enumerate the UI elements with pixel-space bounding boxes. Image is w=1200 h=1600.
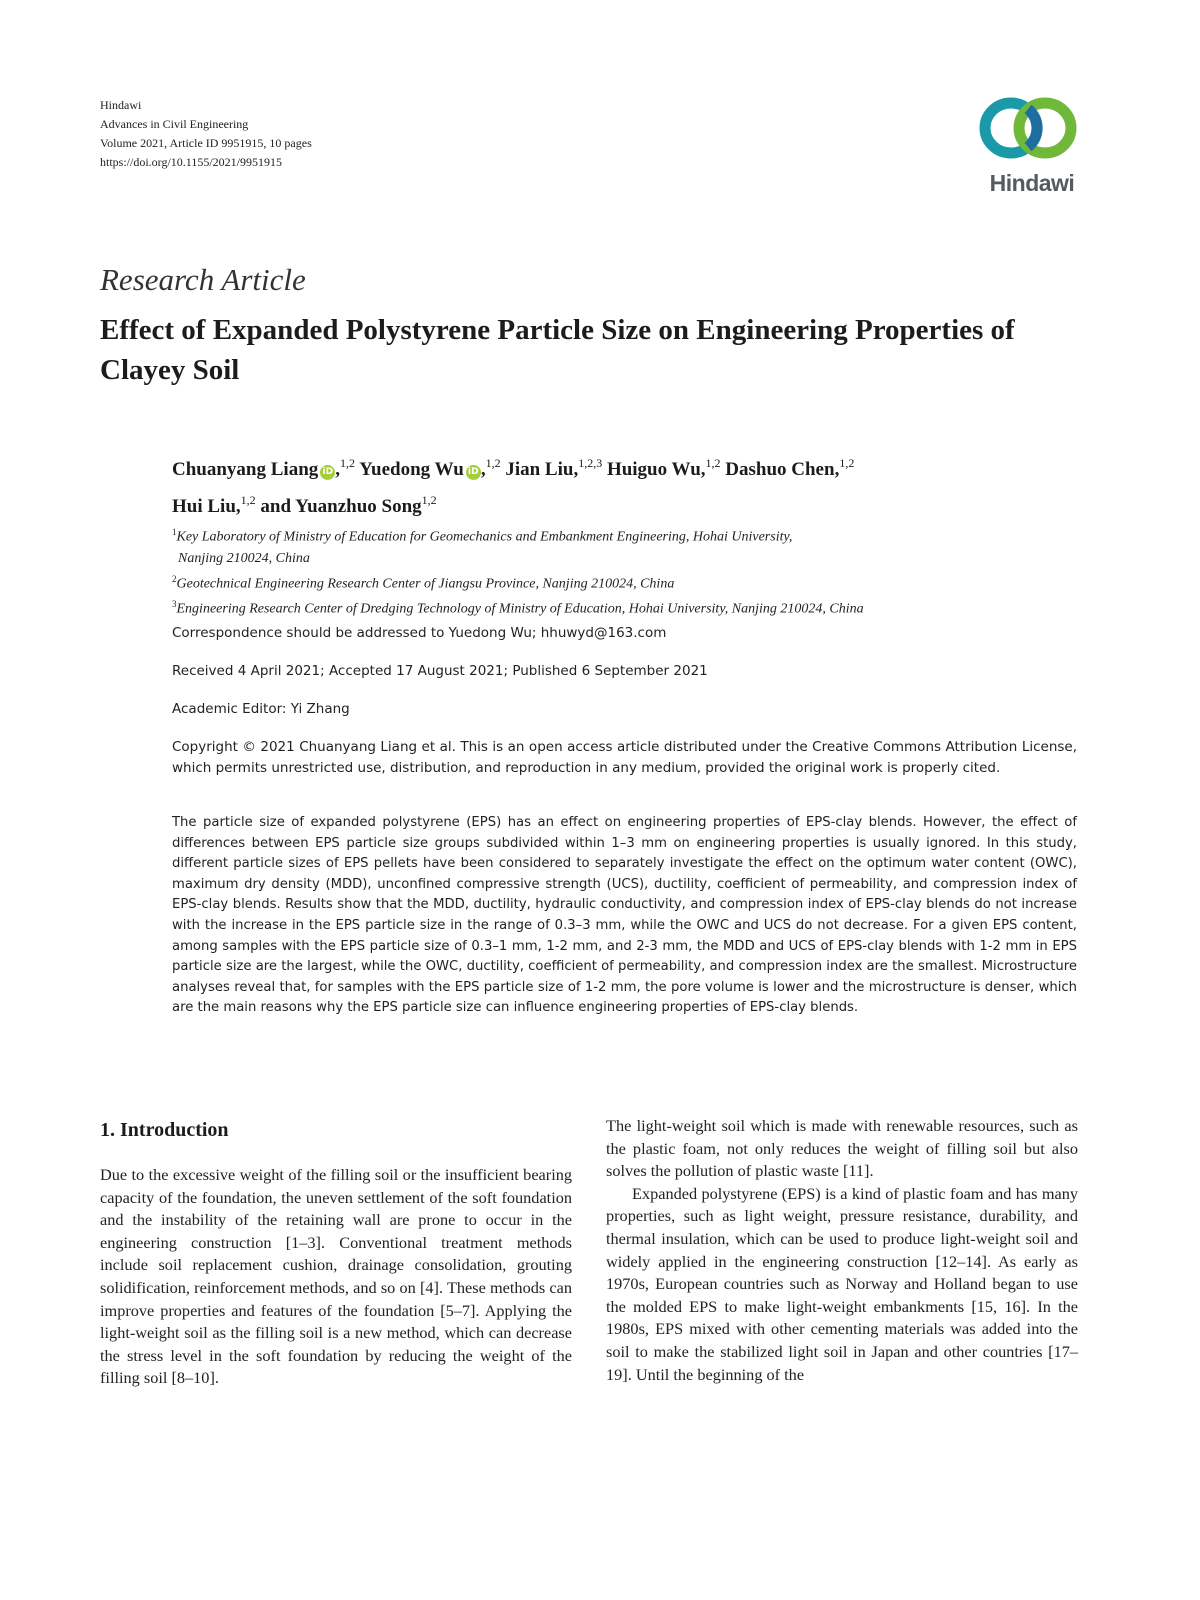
journal-header (100, 96, 312, 172)
doi-link[interactable]: https://doi.org/10.1155/2021/9951915 (100, 155, 283, 169)
journal-name: Advances in Civil Engineering (100, 117, 249, 131)
author-affiliation-ref: 1,2 (421, 493, 437, 507)
author-conjunction: and (260, 496, 292, 517)
academic-editor: Academic Editor: Yi Zhang (172, 701, 350, 717)
author-name[interactable]: Huiguo Wu (606, 459, 701, 480)
abstract: The particle size of expanded polystyrene (EPS) has an effect on engineering properties of EPS-clay blends. However, the effect of differences between EPS particle size groups subdivided within 1–3 mm on engineering properties is usually ignored. In this study, different particle sizes of EPS pellets have been considered to separately investigate the effect on the optimum water content (OWC), maximum dry density (MDD), unconfined compressive strength (UCS), ductility, coefficient of permeability, and compression index of EPS-clay blends. Results show that the MDD, ductility, hydraulic conductivity, and compression index of EPS-clay blends do not increase with the increase in the EPS particle size in the range of 0.3–3 mm, while the OWC and UCS do not decrease. For a given EPS content, among samples with the EPS particle size of 0.3–1 mm, 1-2 mm, and 2-3 mm, the MDD and UCS of EPS-clay blends with 1-2 mm in EPS particle size are the largest, while the OWC, ductility, coefficient of permeability, and compression index are the smallest. Microstructure analyses reveal that, for samples with the EPS particle size of 1-2 mm, the pore volume is lower and the microstructure is denser, which are the main reasons why the EPS particle size can influence engineering properties of EPS-clay blends. (172, 815, 1077, 1016)
author-affiliation-ref: 1,2 (839, 456, 855, 470)
orcid-icon[interactable]: iD (466, 465, 481, 480)
volume-info: Volume 2021, Article ID 9951915, 10 pages (100, 136, 312, 150)
affiliation-item: $^1$Key Laboratory of Ministry of Education for Geomechanics and Embankment Engineering, Hohai University, Nanjing 210024, China (172, 527, 793, 566)
author-name[interactable]: Jian Liu (505, 459, 574, 480)
author-affiliation-ref: 1,2,3 (578, 456, 603, 470)
copyright-notice: Copyright © 2021 Chuanyang Liang et al. This is an open access article distributed under the Creative Commons Attribution License, which permits unrestricted use, distribution, and reproduction in any medium, provided the original work is properly cited. (172, 739, 1077, 776)
body-paragraph: Expanded polystyrene (EPS) is a kind of plastic foam and has many properties, such as light weight, pressure resistance, durability, and thermal insulation, which can be used to produce light-weight soil and widely applied in the engineering construction [12–14]. As early as 1970s, European countries such as Norway and Holland began to use the molded EPS to make light-weight embankments [15, 16]. In the 1980s, EPS mixed with other cementing materials was added into the soil to make the stabilized light soil in Japan and other countries [17–19]. Until the beginning of the (606, 1183, 1078, 1384)
author-name[interactable]: Yuanzhuo Song (295, 496, 422, 517)
publication-dates: Received 4 April 2021; Accepted 17 August 2021; Published 6 September 2021 (172, 663, 708, 679)
author-affiliation-ref: 1,2 (705, 456, 721, 470)
body-column-left (100, 1115, 572, 1390)
author-affiliation-ref: 1,2 (240, 493, 256, 507)
body-column-right (606, 1115, 1078, 1386)
author-name[interactable]: Dashuo Chen (725, 459, 835, 480)
section-heading: 1. Introduction (100, 1119, 229, 1141)
affiliation-item: $^2$Geotechnical Engineering Research Center of Jiangsu Province, Nanjing 210024, China (172, 573, 675, 592)
author-name[interactable]: Yuedong Wu (359, 459, 464, 480)
correspondence: Correspondence should be addressed to Yuedong Wu; hhuwyd@163.com (172, 625, 667, 641)
article-type: Research Article (100, 262, 306, 297)
publisher-name: Hindawi (100, 98, 142, 112)
article-title: Effect of Expanded Polystyrene Particle Size on Engineering Properties of Clayey Soil (100, 314, 1015, 386)
affiliation-list (172, 522, 1077, 620)
orcid-icon[interactable]: iD (320, 465, 335, 480)
body-paragraph: The light-weight soil which is made with renewable resources, such as the plastic foam, not only reduces the weight of filling soil but also solves the pollution of plastic waste [11]. (606, 1116, 1078, 1181)
author-list: Chuanyang Liang iD ,$^{1,2}$ Yuedong Wu iD ,$^{1,2}$ Jian Liu,$^{1,2,3}$ Huiguo Wu,$^{1,2}$ Dashuo Chen,$^{1,2}$ Hui Liu,$^{1,2}$ and Yuanzhuo Song$^{1,2}$ (172, 456, 855, 517)
author-affiliation-ref: 1,2 (340, 456, 356, 470)
body-paragraph: Due to the excessive weight of the filling soil or the insufficient bearing capacity of the foundation, the uneven settlement of the soft foundation and the instability of the retaining wall are prone to occur in the engineering construction [1–3]. Conventional treatment methods include soil replacement cushion, drainage consolidation, grouting solidification, reinforcement methods, and so on [4]. These methods can improve properties and features of the foundation [5–7]. Applying the light-weight soil as the filling soil is a new method, which can decrease the stress level in the soft foundation by reducing the weight of the filling soil [8–10]. (100, 1165, 572, 1388)
author-name[interactable]: Chuanyang Liang (172, 459, 319, 480)
affiliation-item: $^3$Engineering Research Center of Dredging Technology of Ministry of Education, Hohai University, Nanjing 210024, China (172, 599, 864, 617)
hindawi-logo-text: Hindawi (989, 170, 1075, 196)
author-affiliation-ref: 1,2 (485, 456, 501, 470)
author-name[interactable]: Hui Liu (172, 496, 236, 517)
